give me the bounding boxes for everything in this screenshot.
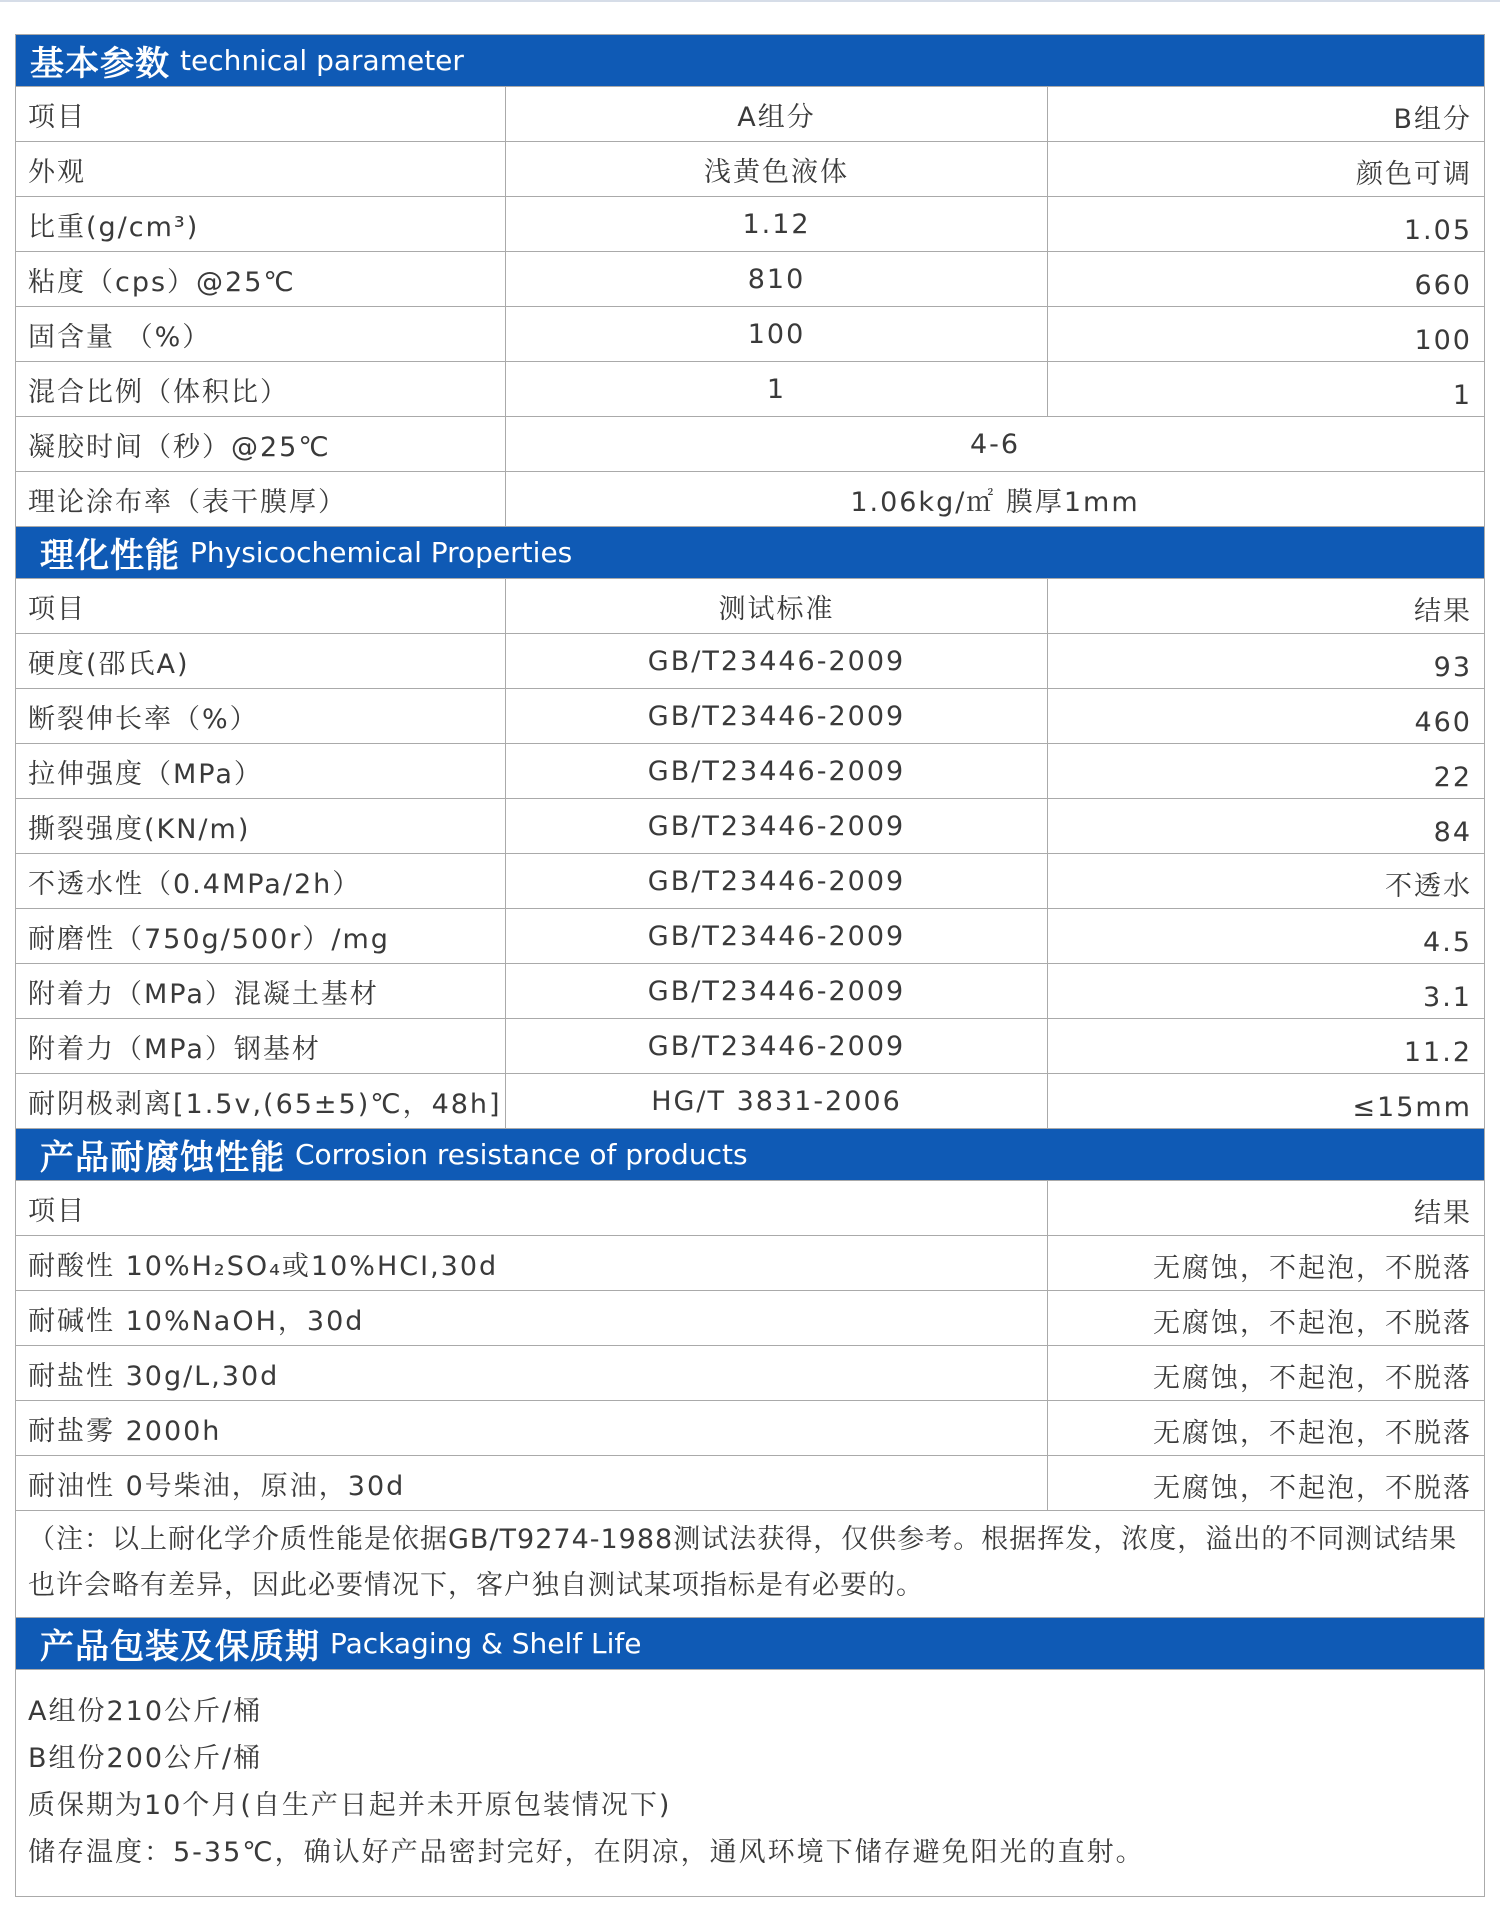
table-row [16,634,1484,689]
table-row [16,472,1484,527]
row-label: 附着力（MPa）混凝土基材 [16,964,506,1018]
table-row [16,1401,1484,1456]
row-standard: GB/T23446-2009 [506,799,1048,853]
table-row [16,1019,1484,1074]
row-result: 不透水 [1385,871,1472,902]
table-header-row [16,87,1484,142]
row-label: 附着力（MPa）钢基材 [16,1019,506,1073]
row-standard: GB/T23446-2009 [506,634,1048,688]
section-header-physical [16,527,1484,579]
row-value-a: 100 [506,307,1048,361]
row-label: 外观 [16,142,506,196]
row-value-a: 1 [506,362,1048,416]
row-result: 3.1 [1423,982,1472,1013]
row-value-b: 660 [1414,270,1472,301]
table-header-row [16,1181,1484,1236]
section-title-zh: 基本参数 [30,44,170,84]
header-cell-item: 项目 [16,579,506,633]
table-row [16,909,1484,964]
row-standard: GB/T23446-2009 [506,689,1048,743]
header-cell-a: A组分 [506,87,1048,141]
row-result: 无腐蚀，不起泡，不脱落 [1153,1473,1472,1504]
row-result: 84 [1433,817,1472,848]
row-result: ≤15mm [1352,1092,1472,1123]
row-result: 无腐蚀，不起泡，不脱落 [1153,1363,1472,1394]
row-result: 4.5 [1423,927,1472,958]
section-title-zh: 产品耐腐蚀性能 [40,1138,285,1178]
row-standard: GB/T23446-2009 [506,1019,1048,1073]
row-label: 固含量 （%） [16,307,506,361]
table-row [16,142,1484,197]
table-row [16,1291,1484,1346]
table-header-row [16,579,1484,634]
row-label: 不透水性（0.4MPa/2h） [16,854,506,908]
row-result: 无腐蚀，不起泡，不脱落 [1153,1418,1472,1449]
header-cell-item: 项目 [16,1181,1048,1235]
row-value-a: 浅黄色液体 [506,142,1048,196]
row-label: 耐磨性（750g/500r）/mg [16,909,506,963]
row-label: 耐酸性 10%H₂SO₄或10%HCI,30d [16,1236,1048,1290]
packaging-line: B组份200公斤/桶 [28,1743,263,1774]
row-standard: GB/T23446-2009 [506,854,1048,908]
row-value-b: 100 [1414,325,1472,356]
packaging-line: 储存温度：5-35℃，确认好产品密封完好，在阴凉，通风环境下储存避免阳光的直射。 [28,1837,1145,1868]
row-value-b: 颜色可调 [1356,159,1472,190]
table-row [16,1456,1484,1511]
table-row [16,1074,1484,1129]
table-row [16,799,1484,854]
section-title-en: Corrosion resistance of products [295,1138,748,1171]
row-value-merged: 1.06kg/㎡ 膜厚1mm [850,486,1140,518]
row-standard: GB/T23446-2009 [506,964,1048,1018]
row-label: 断裂伸长率（%） [16,689,506,743]
row-label: 耐盐性 30g/L,30d [16,1346,1048,1400]
spec-sheet [15,34,1485,1897]
packaging-line: A组份210公斤/桶 [28,1696,263,1727]
row-label: 撕裂强度(KN/m) [16,799,506,853]
table-row [16,417,1484,472]
physical-table [16,579,1484,1129]
section-title-zh: 产品包装及保质期 [40,1627,320,1667]
row-label: 硬度(邵氏A) [16,634,506,688]
row-value-b: 1.05 [1403,215,1472,246]
top-divider [0,0,1500,2]
row-standard: GB/T23446-2009 [506,909,1048,963]
basic-table [16,87,1484,527]
row-label: 粘度（cps）@25℃ [16,252,506,306]
section-header-corrosion [16,1129,1484,1181]
corrosion-table [16,1181,1484,1511]
table-row [16,854,1484,909]
table-row [16,744,1484,799]
section-title-en: Physicochemical Properties [190,536,573,569]
section-title-en: technical parameter [180,44,464,77]
header-cell-b: B组分 [1393,104,1472,135]
header-cell-result: 结果 [1414,596,1472,627]
row-label: 理论涂布率（表干膜厚） [16,472,506,526]
table-row [16,689,1484,744]
row-result: 无腐蚀，不起泡，不脱落 [1153,1308,1472,1339]
section-title-zh: 理化性能 [40,536,180,576]
corrosion-note: （注：以上耐化学介质性能是依据GB/T9274-1988测试法获得，仅供参考。根据挥发，浓度，溢出的不同测试结果也许会略有差异，因此必要情况下，客户独自测试某项指标是有必要的。 [16,1511,1484,1618]
header-cell-standard: 测试标准 [506,579,1048,633]
row-standard: HG/T 3831-2006 [506,1074,1048,1128]
row-label: 凝胶时间（秒）@25℃ [16,417,506,471]
row-value-merged: 4-6 [969,428,1021,460]
row-value-b: 1 [1452,380,1472,411]
row-label: 耐阴极剥离[1.5v,(65±5)℃，48h] [16,1074,506,1128]
table-row [16,197,1484,252]
row-result: 11.2 [1403,1037,1472,1068]
table-row [16,252,1484,307]
header-cell-result: 结果 [1414,1198,1472,1229]
table-row [16,362,1484,417]
row-label: 比重(g/cm³) [16,197,506,251]
section-header-basic [16,35,1484,87]
row-result: 22 [1433,762,1472,793]
row-label: 混合比例（体积比） [16,362,506,416]
packaging-list [16,1670,1484,1897]
row-value-a: 1.12 [506,197,1048,251]
table-row [16,307,1484,362]
row-result: 460 [1414,707,1472,738]
row-label: 耐盐雾 2000h [16,1401,1048,1455]
packaging-line: 质保期为10个月(自生产日起并未开原包装情况下) [28,1790,672,1821]
row-label: 耐碱性 10%NaOH，30d [16,1291,1048,1345]
row-label: 耐油性 0号柴油，原油，30d [16,1456,1048,1510]
row-result: 无腐蚀，不起泡，不脱落 [1153,1253,1472,1284]
section-header-packaging [16,1618,1484,1670]
row-standard: GB/T23446-2009 [506,744,1048,798]
table-row [16,964,1484,1019]
table-row [16,1236,1484,1291]
table-row [16,1346,1484,1401]
header-cell-item: 项目 [16,87,506,141]
row-label: 拉伸强度（MPa） [16,744,506,798]
section-title-en: Packaging & Shelf Life [330,1627,642,1660]
row-result: 93 [1433,652,1472,683]
row-value-a: 810 [506,252,1048,306]
